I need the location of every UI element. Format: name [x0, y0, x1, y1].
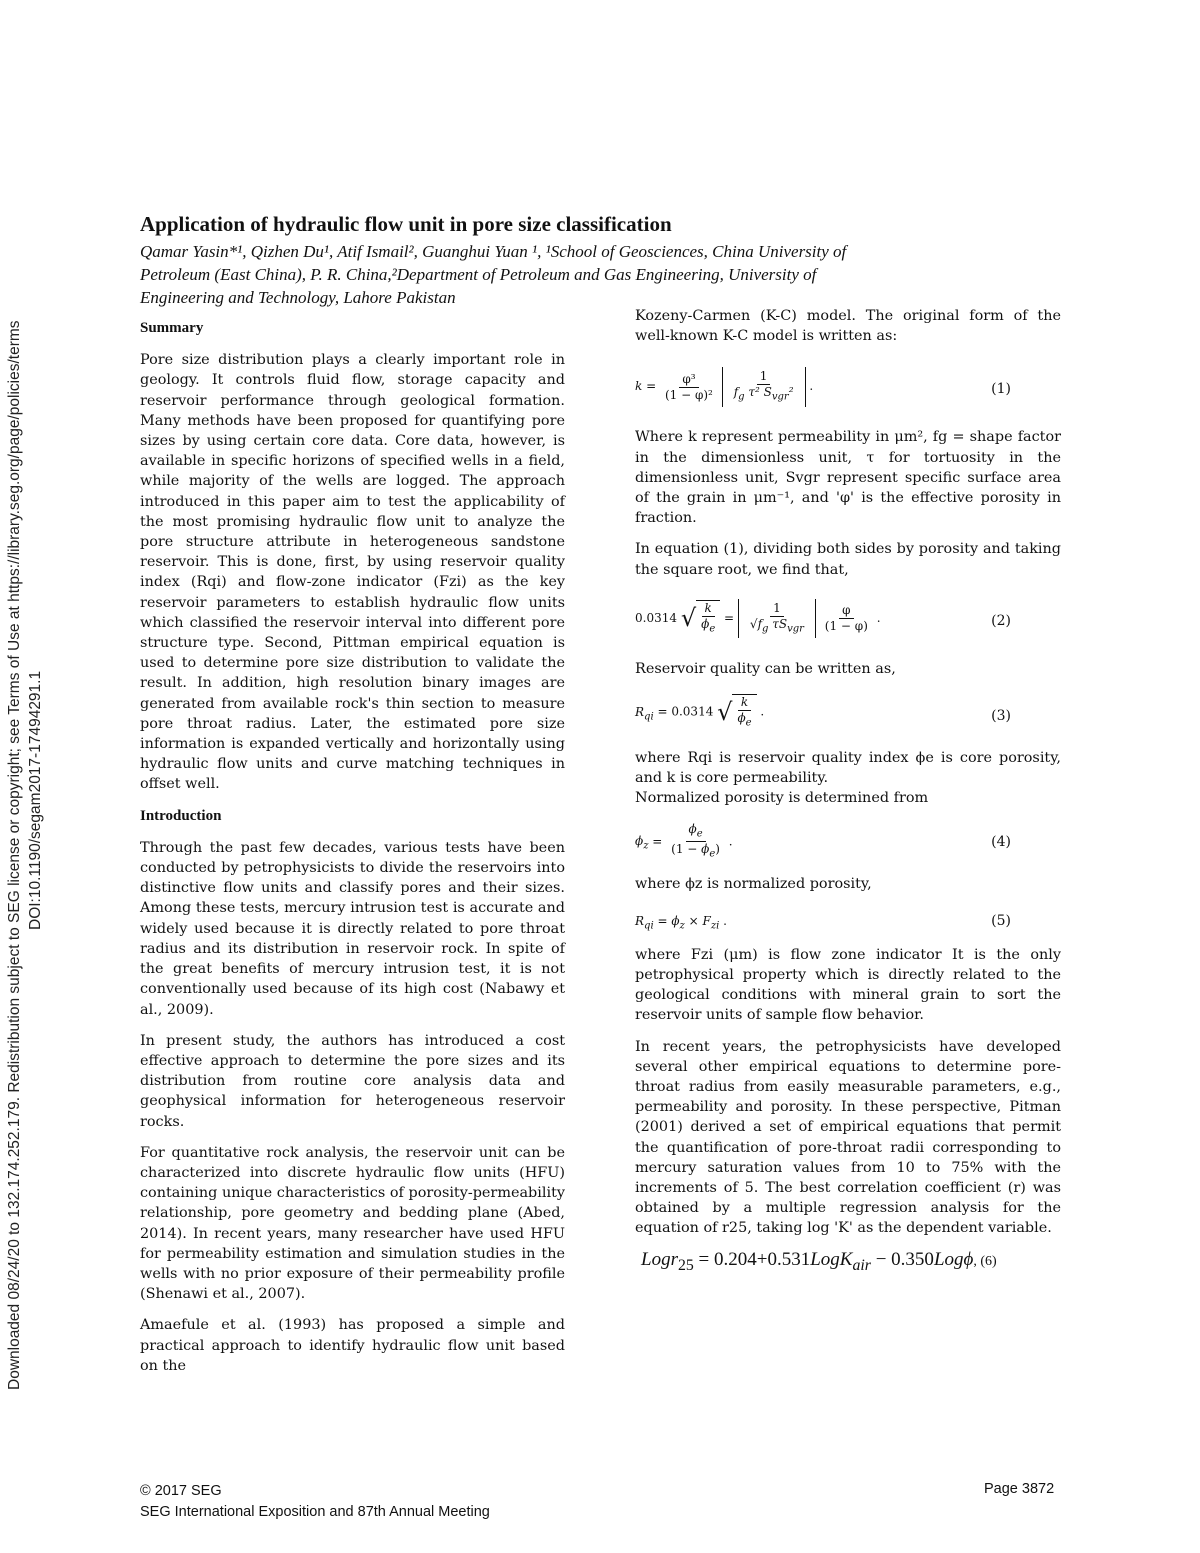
meeting-name: SEG International Exposition and 87th Annual Meeting	[140, 1504, 490, 1520]
equation-6	[635, 1250, 1067, 1276]
phi-z-definition: where ϕz is normalized porosity,	[635, 875, 872, 892]
intro-paragraph-4: Amaefule et al. (1993) has proposed a simple and practical approach to identify hydraulic flow unit based on the	[140, 1317, 565, 1374]
page-footer	[140, 1481, 490, 1523]
paper-title: Application of hydraulic flow unit in pore size classification	[140, 212, 672, 236]
author-line-3: Engineering and Technology, Lahore Pakistan	[140, 288, 456, 307]
equation-1: k = $\frac{\text{φ³}}{\text{(1 − φ)²}}$ $\frac{1}{f_g \tau^2 S_{vgr}^2}$ . (1)	[635, 357, 1061, 421]
summary-heading: Summary	[140, 320, 204, 336]
eq6-subscript: 25	[677, 1256, 694, 1274]
equation-2-number: (2)	[991, 612, 1011, 629]
eq6-air-subscript: air	[852, 1256, 871, 1274]
doi-link[interactable]: DOI:10.1190/segam2017-17494291.1	[27, 670, 44, 930]
rqi-definition: where Rqi is reservoir quality index ϕe is core porosity, and k is core permeability.	[635, 750, 1061, 787]
author-line-1: Qamar Yasin*¹, Qizhen Du¹, Atif Ismail², Guanghui Yuan ¹, ¹School of Geosciences, China University of	[140, 242, 847, 261]
equation-3-number: (3)	[991, 708, 1011, 725]
download-sidebar	[0, 0, 60, 1553]
kc-model-paragraph: Kozeny-Carmen (K-C) model. The original form of the well-known K-C model is written as:	[635, 308, 1061, 345]
pitman-paragraph: In recent years, the petrophysicists have developed several other empirical equations to determine pore-throat radius from easily measurable parameters, e.g., permeability and porosity. In these perspective, Pitman (2001) derived a set of empirical equations that permit the quantification of pore-throat radii corresponding to mercury saturation values from 10 to 75% with the increments of 5. The best correlation coefficient (r) was obtained by a multiple regression analysis for the equation of r25, taking log 'K' as the dependent variable.	[635, 1038, 1061, 1237]
equation-constant: 0.0314	[635, 611, 677, 626]
page-number: Page 3872	[984, 1481, 1055, 1497]
equation-2: 0.0314 √ $\frac{k}{\phi_e}$ = $\frac{1}{√f_g \tau S_{vgr}}$ $\frac{\varphi}{(1 - \varphi)}$ . (2)	[635, 591, 1061, 653]
equation-1-number: (1)	[991, 381, 1011, 398]
equation-derivation-text: In equation (1), dividing both sides by porosity and taking the square root, we find that,	[635, 541, 1061, 578]
reservoir-quality-text: Reservoir quality can be written as,	[635, 660, 896, 677]
download-notice: Downloaded 08/24/20 to 132.174.252.179. Redistribution subject to SEG license or copyright; see Terms of Use at https://library.seg.org/page/policies/terms	[6, 320, 23, 1390]
eq6-logphi: Logϕ	[933, 1248, 974, 1270]
equation-5: $R_{qi} = \phi_z \times F_{zi}$ . (5)	[635, 912, 1011, 932]
summary-paragraph: Pore size distribution plays a clearly important role in geology. It controls fluid flow, storage capacity and reservoir performance through geological formation. Many methods have been proposed for quantifying pore sizes by using certain core data. Core data, however, is available in specific horizons of specified wells in a field, while majority of the wells are logged. The approach introduced in this paper aim to test the applicability of the most promising hydraulic flow unit to analyze the pore structure attribute in heterogeneous sandstone reservoir. This is done, first, by using reservoir quality index (Rqi) and flow-zone indicator (Fzi) as the key reservoir parameters to establish hydraulic flow units which classified the reservoir interval into different pore structure type. Second, Pittman empirical equation is used to determine pore size distribution to validate the result. In addition, high resolution binary images are generated from available rock's thin section to measure pore throat radius. Later, the estimated pore size information is expanded vertically and horizontally using hydraulic flow units and curve matching techniques in offset well.	[140, 352, 565, 793]
intro-paragraph-1: Through the past few decades, various tests have been conducted by petrophysicists to divide the reservoirs into distinctive flow units and classify pores and their sizes. Among these tests, mercury intrusion test is accurate and widely used because it is directly related to pore throat radius and its distribution in reservoir rock. In spite of the great benefits of mercury intrusion test, it is not conventionally used because of its high cost (Nabawy et al., 2009).	[140, 839, 565, 1018]
left-column	[140, 318, 565, 1387]
equation-6-number: , (6)	[973, 1253, 997, 1269]
normalized-porosity-text: Normalized porosity is determined from	[635, 790, 929, 807]
equation-5-number: (5)	[991, 912, 1011, 929]
equation-3-constant: 0.0314	[671, 704, 714, 719]
copyright: © 2017 SEG	[140, 1483, 222, 1499]
variable-definitions: Where k represent permeability in μm², fg = shape factor in the dimensionless unit, τ for tortuosity in the dimensionless unit, Svgr represent specific surface area of the grain in μm⁻¹, and 'φ' is the effective porosity in fraction.	[635, 429, 1061, 527]
eq6-logk: LogK	[810, 1248, 853, 1270]
right-column	[635, 306, 1061, 1276]
introduction-heading: Introduction	[140, 807, 222, 824]
fzi-definition: where Fzi (μm) is flow zone indicator It is the only petrophysical property which is directly related to the geological conditions with mineral grain to sort the reservoir units of sample flow behavior.	[635, 946, 1061, 1024]
author-line-2: Petroleum (East China), P. R. China,²Department of Petroleum and Gas Engineering, University of	[140, 265, 817, 284]
intro-paragraph-3: For quantitative rock analysis, the reservoir unit can be characterized into discrete hydraulic flow units (HFU) containing unique characteristics of porosity-permeability relationship, pore geometry and bedding plane (Abed, 2014). In recent years, many researcher have used HFU for permeability estimation and simulation studies in the wells with no prior exposure of their permeability profile (Shenawi et al., 2007).	[140, 1144, 565, 1303]
equation-3: $R_{qi} = 0.0314$ √ $\frac{k}{\phi_e}$ . (3)	[635, 695, 1011, 729]
equation-4: $\phi_z$ = $\frac{\phi_e}{(1 - \phi_e)}$ . (4)	[635, 821, 1011, 860]
eq6-phi-coefficient: − 0.350	[870, 1248, 934, 1270]
intro-paragraph-2: In present study, the authors has introduced a cost effective approach to determine the pore sizes and its distribution from routine core analysis data and geophysical information for heterogeneous reservoir rocks.	[140, 1032, 565, 1130]
equation-4-number: (4)	[991, 833, 1011, 850]
author-block	[140, 240, 1040, 309]
eq6-logr: Logr	[641, 1248, 678, 1270]
eq6-coefficients: = 0.204+0.531	[693, 1248, 811, 1270]
